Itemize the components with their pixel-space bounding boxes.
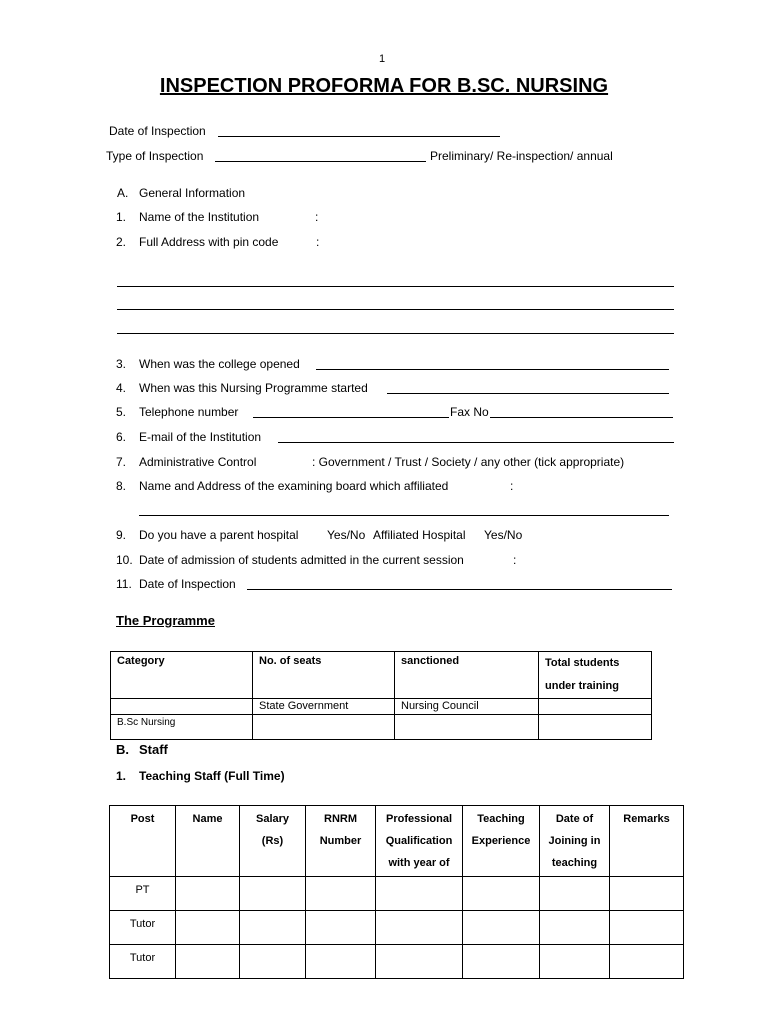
staff-header-experience-line1: Teaching — [477, 813, 525, 825]
staff-header-rnrm-line1: RNRM — [324, 813, 357, 825]
staff-cell[interactable] — [463, 911, 540, 945]
programme-header-total-line1: Total students — [545, 657, 620, 669]
address-line-3[interactable] — [117, 333, 674, 334]
section-a-title: General Information — [139, 186, 246, 200]
staff-header-joining-line1: Date of — [555, 813, 594, 825]
staff-row-post: Tutor — [110, 911, 176, 945]
administrative-control-options: : Government / Trust / Society / any other (tick appropriate) — [312, 455, 625, 469]
item-4-number: 4. — [116, 381, 127, 395]
date-of-inspection-2-field[interactable] — [247, 589, 672, 590]
item-9-number: 9. — [116, 528, 127, 542]
teaching-staff-title: Teaching Staff (Full Time) — [139, 769, 285, 783]
address-line-2[interactable] — [117, 309, 674, 310]
staff-header-joining-line3: teaching — [551, 857, 598, 869]
page-number: 1 — [379, 53, 386, 65]
teaching-staff-number: 1. — [116, 769, 127, 783]
staff-header-joining-line2: Joining in — [548, 835, 601, 847]
staff-header-qualification-line1: Professional — [385, 813, 453, 825]
staff-cell[interactable] — [463, 877, 540, 911]
staff-cell[interactable] — [376, 877, 463, 911]
telephone-field[interactable] — [253, 417, 449, 418]
staff-cell[interactable] — [610, 911, 684, 945]
staff-cell[interactable] — [176, 945, 240, 979]
item-10-number: 10. — [116, 553, 133, 567]
staff-cell[interactable] — [176, 877, 240, 911]
staff-header-salary — [240, 806, 306, 877]
item-3-number: 3. — [116, 357, 127, 371]
section-a-letter: A. — [117, 186, 129, 200]
programme-subheader-blank — [111, 699, 253, 715]
staff-cell[interactable] — [610, 945, 684, 979]
fax-label: Fax No — [450, 405, 489, 419]
staff-header-remarks: Remarks — [610, 806, 684, 877]
staff-cell[interactable] — [376, 911, 463, 945]
item-6-label: E-mail of the Institution — [139, 430, 262, 444]
date-of-inspection-field[interactable] — [218, 136, 500, 137]
staff-cell[interactable] — [540, 945, 610, 979]
fax-field[interactable] — [490, 417, 673, 418]
item-1-colon: : — [315, 210, 319, 224]
programme-subheader-blank-2 — [539, 699, 652, 715]
staff-header-qualification-line3: with year of — [388, 857, 450, 869]
item-5-label: Telephone number — [139, 405, 239, 419]
programme-cell-council[interactable] — [395, 715, 539, 740]
email-field[interactable] — [278, 442, 674, 443]
affiliated-hospital-label: Affiliated Hospital — [373, 528, 466, 542]
programme-started-field[interactable] — [387, 393, 669, 394]
staff-cell[interactable] — [306, 945, 376, 979]
item-2-colon: : — [316, 235, 320, 249]
item-11-label: Date of Inspection — [139, 577, 236, 591]
staff-row-post: Tutor — [110, 945, 176, 979]
type-of-inspection-options: Preliminary/ Re-inspection/ annual — [430, 149, 613, 163]
staff-header-experience — [463, 806, 540, 877]
staff-header-rnrm-line2: Number — [319, 835, 362, 847]
staff-cell[interactable] — [376, 945, 463, 979]
staff-cell[interactable] — [306, 911, 376, 945]
item-3-label: When was the college opened — [139, 357, 300, 371]
parent-hospital-yes-no[interactable]: Yes/No — [327, 528, 366, 542]
item-5-number: 5. — [116, 405, 127, 419]
item-4-label: When was this Nursing Programme started — [139, 381, 368, 395]
item-1-label: Name of the Institution — [139, 210, 260, 224]
staff-header-qualification — [376, 806, 463, 877]
staff-header-name: Name — [176, 806, 240, 877]
address-line-1[interactable] — [117, 286, 674, 287]
staff-cell[interactable] — [176, 911, 240, 945]
item-8-colon: : — [510, 479, 514, 493]
programme-header-sanctioned: sanctioned — [395, 652, 539, 699]
staff-row-post: PT — [110, 877, 176, 911]
staff-header-qualification-line2: Qualification — [385, 835, 453, 847]
programme-subheader-state: State Government — [253, 699, 395, 715]
examining-board-field[interactable] — [139, 515, 669, 516]
item-2-number: 2. — [116, 235, 127, 249]
staff-table — [109, 805, 684, 979]
staff-cell[interactable] — [240, 911, 306, 945]
type-of-inspection-field[interactable] — [215, 161, 426, 162]
programme-header-seats: No. of seats — [253, 652, 395, 699]
item-6-number: 6. — [116, 430, 127, 444]
programme-header-total-line2: under training — [545, 680, 619, 692]
item-2-label: Full Address with pin code — [139, 235, 279, 249]
type-of-inspection-label: Type of Inspection — [106, 149, 204, 163]
item-10-colon: : — [513, 553, 517, 567]
programme-table — [110, 651, 652, 740]
date-of-inspection-label: Date of Inspection — [109, 124, 206, 138]
staff-cell[interactable] — [540, 911, 610, 945]
item-1-number: 1. — [116, 210, 127, 224]
programme-subheader-council: Nursing Council — [395, 699, 539, 715]
item-8-number: 8. — [116, 479, 127, 493]
item-11-number: 11. — [116, 577, 132, 591]
college-opened-field[interactable] — [316, 369, 669, 370]
staff-header-salary-line1: Salary — [255, 813, 290, 825]
programme-cell-state[interactable] — [253, 715, 395, 740]
programme-heading: The Programme — [116, 613, 215, 628]
item-7-label: Administrative Control — [139, 455, 257, 469]
staff-header-salary-line2: (Rs) — [261, 835, 284, 847]
section-b-title: Staff — [139, 742, 168, 757]
page-title: INSPECTION PROFORMA FOR B.SC. NURSING — [159, 75, 609, 97]
item-7-number: 7. — [116, 455, 127, 469]
item-10-label: Date of admission of students admitted in the current session — [139, 553, 464, 567]
staff-header-joining — [540, 806, 610, 877]
staff-header-rnrm — [306, 806, 376, 877]
item-9-label: Do you have a parent hospital — [139, 528, 299, 542]
programme-header-category: Category — [111, 652, 253, 699]
staff-cell[interactable] — [610, 877, 684, 911]
staff-cell[interactable] — [240, 877, 306, 911]
affiliated-hospital-yes-no[interactable]: Yes/No — [484, 528, 523, 542]
item-8-label: Name and Address of the examining board which affiliated — [139, 479, 449, 493]
programme-header-total — [539, 652, 652, 699]
staff-cell[interactable] — [463, 945, 540, 979]
staff-cell[interactable] — [240, 945, 306, 979]
staff-header-experience-line2: Experience — [471, 835, 531, 847]
programme-row-label: B.Sc Nursing — [111, 715, 253, 740]
programme-cell-total[interactable] — [539, 715, 652, 740]
staff-cell[interactable] — [540, 877, 610, 911]
staff-header-post: Post — [110, 806, 176, 877]
section-b-letter: B. — [116, 742, 129, 757]
staff-cell[interactable] — [306, 877, 376, 911]
